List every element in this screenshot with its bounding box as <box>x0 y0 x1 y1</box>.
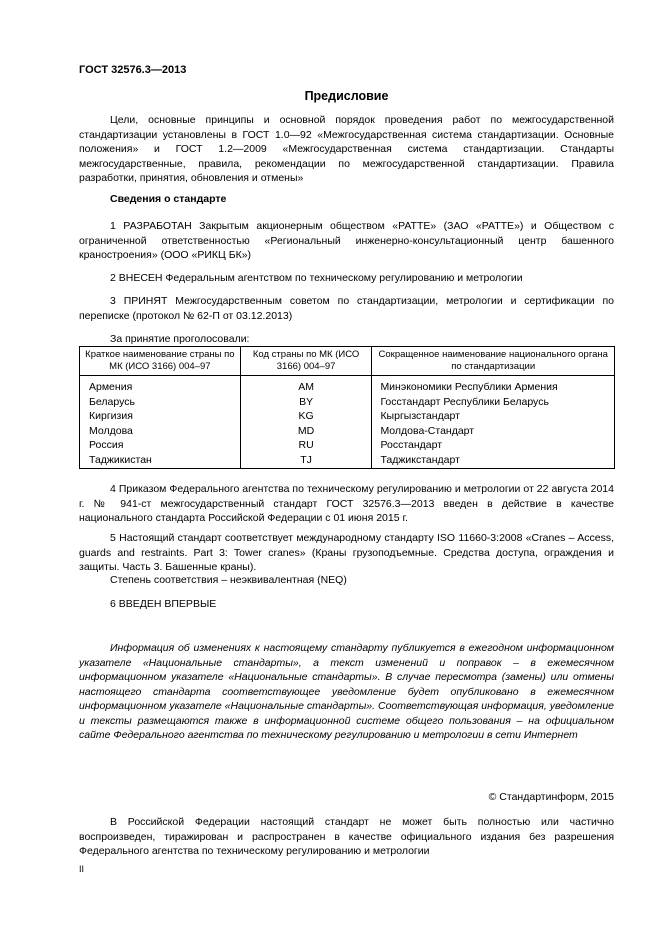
country-cell: Беларусь <box>80 395 241 410</box>
item-adopted: 3 ПРИНЯТ Межгосударственным советом по стандартизации, метрологии и сертификации по переписке (протокол № 62-П от 03.12.2013) <box>79 295 614 322</box>
table-header-row <box>80 347 615 376</box>
item-enacted: 4 Приказом Федерального агентства по техническому регулированию и метрологии от 22 августа 2014 г. № 941-ст межгосударственный стандарт ГОСТ 32576.3—2013 введен в действие в качестве национального стандарта Российской Федерации с 01 июня 2015 г. <box>79 483 614 524</box>
country-cell: Армения <box>80 376 241 395</box>
code-cell: AM <box>240 376 372 395</box>
item-correspondence: 5 Настоящий стандарт соответствует международному стандарту ISO 11660-3:2008 «Cranes – Access, guards and restraints. Part 3: Tower cranes» (Краны грузоподъемные. Средства доступа, ограждения и защиты. Часть 3. Башенные краны). <box>79 532 614 573</box>
table-row <box>80 409 615 424</box>
item-developed: 1 РАЗРАБОТАН Закрытым акционерным обществом «РАТТЕ» (ЗАО «РАТТЕ») и Обществом с ограниченной ответственностью «Региональный инженерно-консультационный центр башенного краностроения» (ООО «РИКЦ БК») <box>79 220 614 261</box>
copyright: © Стандартинформ, 2015 <box>488 791 614 803</box>
code-cell: TJ <box>240 453 372 469</box>
reproduction-notice: В Российской Федерации настоящий стандарт не может быть полностью или частично воспроизведен, тиражирован и распространен в качестве официального издания без разрешения Федерального агентства по техническому регулированию и метрологии <box>79 816 614 857</box>
page-number: II <box>79 864 85 874</box>
voted-label: За принятие проголосовали: <box>110 333 250 345</box>
table-row <box>80 424 615 439</box>
column-header: Сокращенное наименование национального органа по стандартизации <box>372 347 615 376</box>
intro-paragraph: Цели, основные принципы и основной порядок проведения работ по межгосударственной стандартизации установлены в ГОСТ 1.0—92 «Межгосударственная система стандартизации. Основные положения» и ГОСТ 1.2—2009 «Межгосударственная система стандартизации. Стандарты межгосударственные, правила, рекомендации по межгосударственной стандартизации. Правила разработки, принятия, обновления и отмены» <box>79 114 614 184</box>
country-cell: Россия <box>80 438 241 453</box>
body-cell: Молдова-Стандарт <box>372 424 615 439</box>
table-row <box>80 395 615 410</box>
country-cell: Таджикистан <box>80 453 241 469</box>
table-row <box>80 376 615 395</box>
table-row <box>80 453 615 469</box>
country-cell: Молдова <box>80 424 241 439</box>
item-introduced: 6 ВВЕДЕН ВПЕРВЫЕ <box>110 598 217 610</box>
code-cell: RU <box>240 438 372 453</box>
table-row <box>80 438 615 453</box>
body-cell: Таджикстандарт <box>372 453 615 469</box>
code-cell: BY <box>240 395 372 410</box>
body-cell: Росстандарт <box>372 438 615 453</box>
column-header: Краткое наименование страны по МК (ИСО 3166) 004–97 <box>80 347 241 376</box>
country-cell: Киргизия <box>80 409 241 424</box>
code-cell: KG <box>240 409 372 424</box>
document-code: ГОСТ 32576.3—2013 <box>79 64 187 76</box>
notice-paragraph: Информация об изменениях к настоящему стандарту публикуется в ежегодном информационном указателе «Национальные стандарты», а текст изменений и поправок – в ежемесячном информационном указателе «Национальные стандарты». В случае пересмотра (замены) или отмены настоящего стандарта соответствующее уведомление будет опубликовано в ежемесячном информационном указателе «Национальные стандарты». Соответствующая информация, уведомление и тексты размещаются также в информационной системе общего пользования – на официальном сайте Федерального агентства по техническому регулированию и метрологии в сети Интернет <box>79 642 614 741</box>
body-cell: Кыргызстандарт <box>372 409 615 424</box>
body-cell: Госстандарт Республики Беларусь <box>372 395 615 410</box>
page-title: Предисловие <box>304 89 389 103</box>
section-heading: Сведения о стандарте <box>110 193 227 205</box>
votes-table <box>79 346 615 469</box>
body-cell: Минэкономики Республики Армения <box>372 376 615 395</box>
column-header: Код страны по МК (ИСО 3166) 004–97 <box>240 347 372 376</box>
code-cell: MD <box>240 424 372 439</box>
item-submitted: 2 ВНЕСЕН Федеральным агентством по техническому регулированию и метрологии <box>110 272 523 284</box>
item-degree: Степень соответствия – неэквивалентная (NEQ) <box>110 574 347 586</box>
